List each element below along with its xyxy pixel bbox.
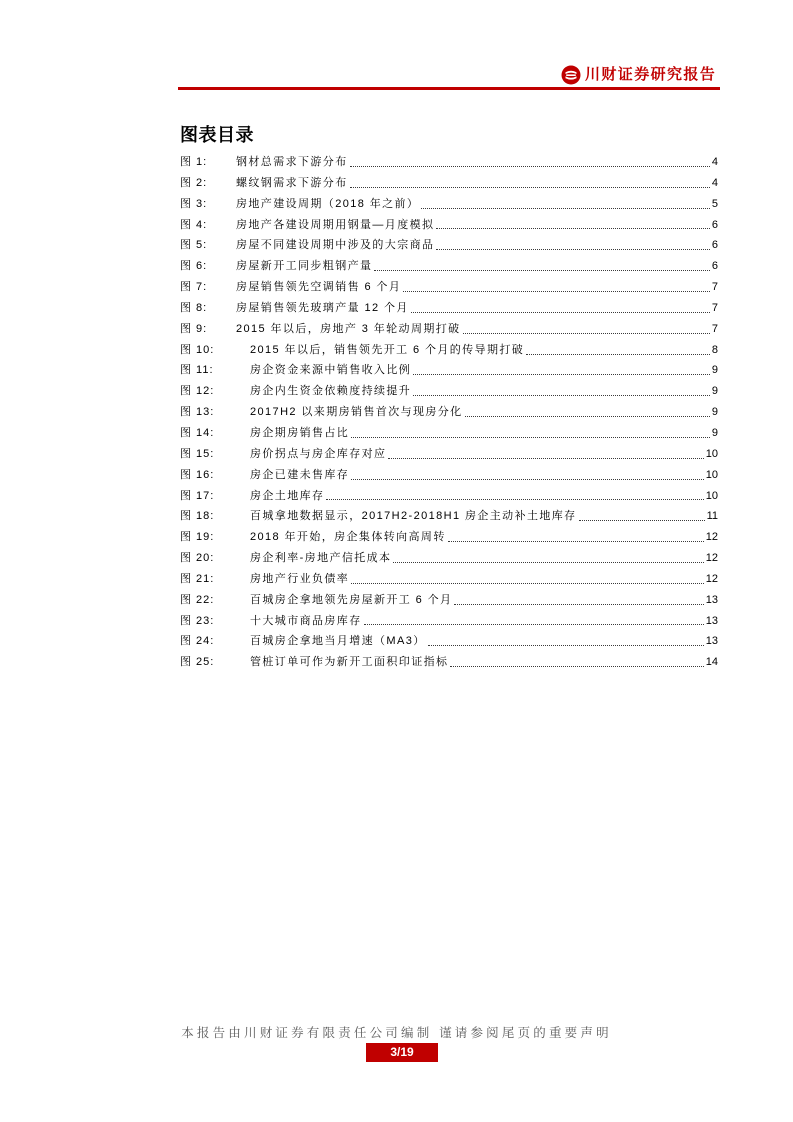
- toc-entry-page: 13: [705, 635, 718, 648]
- toc-dot-leader: [393, 562, 703, 563]
- toc-entry[interactable]: [180, 319, 718, 340]
- toc-entry-page: 10: [705, 447, 718, 460]
- page-title: 图表目录: [180, 125, 254, 145]
- toc-entry[interactable]: [180, 465, 718, 486]
- toc-entry-title: 房企利率-房地产信托成本: [250, 552, 392, 565]
- toc-entry[interactable]: [180, 631, 718, 652]
- toc-entry[interactable]: [180, 590, 718, 611]
- toc-entry[interactable]: [180, 298, 718, 319]
- toc-entry-page: 12: [705, 531, 718, 544]
- toc-entry-title: 房地产建设周期（2018 年之前）: [236, 197, 420, 210]
- toc-entry-title: 房屋新开工同步粗钢产量: [236, 260, 373, 273]
- toc-entry-page: 4: [711, 176, 718, 189]
- toc-entry[interactable]: [180, 548, 718, 569]
- toc-dot-leader: [436, 228, 709, 229]
- toc-dot-leader: [526, 354, 710, 355]
- toc-entry-title: 房价拐点与房企库存对应: [250, 447, 387, 460]
- toc-entry[interactable]: [180, 256, 718, 277]
- toc-entry[interactable]: [180, 152, 718, 173]
- toc-entry[interactable]: [180, 173, 718, 194]
- toc-entry[interactable]: [180, 277, 718, 298]
- toc-entry[interactable]: [180, 360, 718, 381]
- toc-entry-title: 房屋销售领先玻璃产量 12 个月: [236, 301, 409, 314]
- toc-entry-label: 图 16:: [180, 468, 215, 481]
- toc-entry-label: 图 17:: [180, 489, 215, 502]
- toc-entry-title: 2017H2 以来期房销售首次与现房分化: [250, 406, 463, 419]
- toc-entry[interactable]: [180, 444, 718, 465]
- toc-entry-label: 图 4:: [180, 218, 208, 231]
- toc-dot-leader: [350, 187, 710, 188]
- toc-entry-page: 12: [705, 552, 718, 565]
- toc-entry[interactable]: [180, 423, 718, 444]
- toc-entry[interactable]: [180, 652, 718, 673]
- toc-entry[interactable]: [180, 506, 718, 527]
- page-number-badge: 3/19: [366, 1043, 438, 1062]
- toc-dot-leader: [465, 416, 710, 417]
- toc-dot-leader: [413, 374, 710, 375]
- toc-dot-leader: [436, 249, 709, 250]
- toc-entry-label: 图 5:: [180, 239, 208, 252]
- toc-entry-page: 14: [705, 656, 718, 669]
- toc-entry-page: 9: [711, 426, 718, 439]
- toc-dot-leader: [411, 312, 710, 313]
- header-brand-title: 川财证券研究报告: [585, 66, 717, 83]
- toc-entry[interactable]: [180, 402, 718, 423]
- toc-entry[interactable]: [180, 194, 718, 215]
- toc-entry-page: 12: [705, 572, 718, 585]
- footer-disclaimer: 本报告由川财证券有限责任公司编制 谨请参阅尾页的重要声明: [181, 1026, 612, 1040]
- toc-entry-page: 6: [711, 239, 718, 252]
- toc-entry-title: 房地产各建设周期用钢量—月度模拟: [236, 218, 435, 231]
- toc-dot-leader: [351, 437, 710, 438]
- toc-entry-title: 房企土地库存: [250, 489, 325, 502]
- toc-entry-title: 百城房企拿地领先房屋新开工 6 个月: [250, 593, 453, 606]
- toc-entry-label: 图 10:: [180, 343, 215, 356]
- toc-entry-page: 10: [705, 468, 718, 481]
- toc-entry[interactable]: [180, 611, 718, 632]
- toc-entry-page: 6: [711, 218, 718, 231]
- toc-entry-title: 房屋销售领先空调销售 6 个月: [236, 281, 402, 294]
- toc-entry[interactable]: [180, 569, 718, 590]
- toc-entry-label: 图 24:: [180, 635, 215, 648]
- toc-entry-label: 图 9:: [180, 322, 208, 335]
- toc-entry-label: 图 1:: [180, 156, 208, 168]
- toc-dot-leader: [364, 624, 704, 625]
- toc-entry-label: 图 15:: [180, 447, 215, 460]
- toc-entry-title: 十大城市商品房库存: [250, 614, 362, 627]
- toc-entry-label: 图 3:: [180, 197, 208, 210]
- toc-entry-label: 图 19:: [180, 531, 215, 544]
- toc-entry-page: 9: [711, 364, 718, 377]
- toc-entry[interactable]: [180, 340, 718, 361]
- toc-entry-title: 房地产行业负债率: [250, 572, 350, 585]
- toc-entry-page: 7: [711, 301, 718, 314]
- toc-entry-label: 图 11:: [180, 364, 214, 377]
- toc-dot-leader: [428, 645, 704, 646]
- toc-entry[interactable]: [180, 235, 718, 256]
- toc-dot-leader: [454, 604, 703, 605]
- toc-entry-page: 7: [711, 281, 718, 294]
- toc-dot-leader: [448, 541, 704, 542]
- toc-entry-page: 9: [711, 406, 718, 419]
- toc-entry-label: 图 22:: [180, 593, 215, 606]
- toc-entry-page: 5: [711, 197, 718, 210]
- toc-entry-title: 房企资金来源中销售收入比例: [250, 364, 412, 377]
- toc-entry-label: 图 25:: [180, 656, 215, 669]
- figure-toc-list: [180, 152, 718, 673]
- toc-entry[interactable]: [180, 381, 718, 402]
- toc-dot-leader: [421, 208, 710, 209]
- toc-entry-page: 8: [711, 343, 718, 356]
- toc-entry-label: 图 2:: [180, 176, 208, 189]
- toc-entry-page: 9: [711, 385, 718, 398]
- toc-dot-leader: [403, 291, 710, 292]
- chuancai-logo-icon: [561, 65, 581, 85]
- toc-entry-title: 房屋不同建设周期中涉及的大宗商品: [236, 239, 435, 252]
- toc-dot-leader: [326, 499, 703, 500]
- toc-dot-leader: [388, 458, 703, 459]
- header-divider: [178, 87, 720, 90]
- toc-entry-page: 6: [711, 260, 718, 273]
- toc-entry-title: 百城房企拿地当月增速（MA3）: [250, 635, 426, 648]
- toc-entry-label: 图 18:: [180, 510, 215, 523]
- toc-entry-label: 图 21:: [180, 572, 215, 585]
- toc-entry-page: 7: [711, 322, 718, 335]
- toc-dot-leader: [450, 666, 703, 667]
- toc-entry-page: 11: [706, 510, 718, 523]
- toc-entry-label: 图 13:: [180, 406, 215, 419]
- toc-entry-page: 10: [705, 489, 718, 502]
- toc-entry-page: 4: [711, 156, 718, 168]
- toc-entry-title: 2015 年以后，房地产 3 年轮动周期打破: [236, 322, 461, 335]
- toc-entry-label: 图 12:: [180, 385, 215, 398]
- toc-entry[interactable]: [180, 486, 718, 507]
- toc-dot-leader: [351, 479, 704, 480]
- toc-entry-label: 图 6:: [180, 260, 208, 273]
- toc-entry[interactable]: [180, 527, 718, 548]
- toc-entry-label: 图 23:: [180, 614, 215, 627]
- toc-dot-leader: [350, 166, 710, 167]
- toc-entry-title: 房企内生资金依赖度持续提升: [250, 385, 412, 398]
- toc-entry-title: 钢材总需求下游分布: [236, 156, 348, 168]
- toc-entry-title: 2015 年以后，销售领先开工 6 个月的传导期打破: [250, 343, 525, 356]
- toc-entry-title: 房企已建未售库存: [250, 468, 350, 481]
- toc-entry[interactable]: [180, 215, 718, 236]
- toc-dot-leader: [463, 333, 710, 334]
- toc-dot-leader: [579, 520, 705, 521]
- toc-entry-title: 管桩订单可作为新开工面积印证指标: [250, 656, 449, 669]
- toc-entry-label: 图 20:: [180, 552, 215, 565]
- toc-entry-label: 图 14:: [180, 426, 215, 439]
- toc-dot-leader: [413, 395, 710, 396]
- toc-entry-title: 螺纹钢需求下游分布: [236, 176, 348, 189]
- toc-dot-leader: [374, 270, 709, 271]
- toc-entry-title: 百城拿地数据显示，2017H2-2018H1 房企主动补土地库存: [250, 510, 577, 523]
- toc-entry-label: 图 8:: [180, 301, 208, 314]
- toc-entry-title: 房企期房销售占比: [250, 426, 350, 439]
- toc-entry-page: 13: [705, 614, 718, 627]
- toc-entry-page: 13: [705, 593, 718, 606]
- toc-entry-label: 图 7:: [180, 281, 208, 294]
- toc-entry-title: 2018 年开始，房企集体转向高周转: [250, 531, 446, 544]
- toc-dot-leader: [351, 583, 704, 584]
